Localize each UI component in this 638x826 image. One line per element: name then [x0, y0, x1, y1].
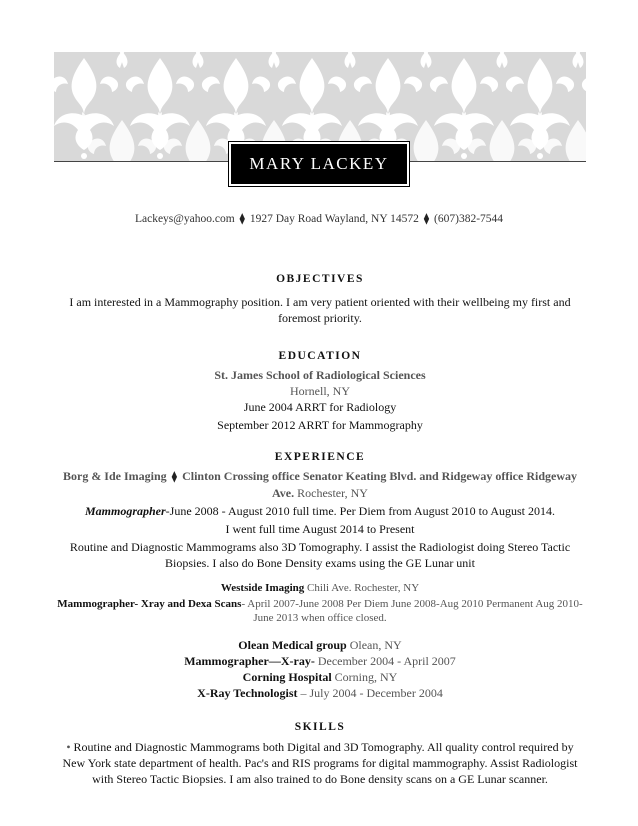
skills-item: [54, 739, 586, 787]
certification-line: September 2012 ARRT for Mammography: [217, 418, 423, 432]
job4-location: Corning, NY: [334, 670, 398, 684]
certification-line: June 2004 ARRT for Radiology: [243, 400, 397, 414]
job2-dates: - April 2007-June 2008 Per Diem June 2008-Aug 2010 Permanent Aug 2010-June 2013 when office closed.: [241, 598, 583, 624]
experience-heading: EXPERIENCE: [274, 451, 366, 463]
resume-body: [54, 271, 586, 787]
diamond-separator-icon: ⧫: [423, 213, 430, 225]
bullet-icon: •: [66, 740, 71, 754]
phone-text: (607)382-7544: [434, 213, 504, 225]
education-heading: EDUCATION: [278, 350, 362, 362]
job1-description: Routine and Diagnostic Mammograms also 3D Tomography. I assist the Radiologist doing Stereo Tactic Biopsies. I also do Bone Density exams using the GE Lunar unit: [69, 540, 571, 570]
job3-employer-line: [54, 637, 586, 653]
contact-line: [0, 212, 638, 225]
job2-title-line: [54, 597, 586, 625]
job1-city: Rochester, NY: [297, 486, 368, 500]
job1-employer-line: [54, 468, 586, 501]
job3-employer: Olean Medical group: [238, 638, 347, 652]
job1-dates2: I went full time August 2014 to Present: [225, 522, 415, 536]
job3-title-line: [54, 653, 586, 669]
job2-employer-line: [54, 581, 586, 595]
job4-title: X-Ray Technologist: [197, 686, 298, 700]
job4-dates: – July 2004 - December 2004: [300, 686, 443, 700]
job3-location: Olean, NY: [349, 638, 402, 652]
skills-text: Routine and Diagnostic Mammograms both Digital and 3D Tomography. All quality control required by New York state department of health. Pac's and RIS programs for digital mammography. Assist Radiologist with Stereo Tactic Biopsies. I am also trained to do Bone density scans on a GE Lunar scanner.: [62, 740, 578, 786]
name-plate: [228, 141, 410, 187]
objectives-text: I am interested in a Mammography position. I am very patient oriented with their wellbeing my first and foremost priority.: [69, 295, 571, 325]
diamond-separator-icon: ⧫: [239, 213, 245, 225]
job2-title: Mammographer- Xray and Dexa Scans: [57, 598, 242, 610]
objectives-heading: OBJECTIVES: [276, 273, 364, 285]
job4-employer-line: [54, 669, 586, 685]
email-text: Lackeys@yahoo.com: [134, 213, 235, 225]
school-location: Hornell, NY: [290, 384, 350, 398]
diamond-separator-icon: ⧫: [171, 471, 178, 483]
job1-dates: -June 2008 - August 2010 full time. Per Diem from August 2010 to August 2014.: [165, 504, 555, 518]
school-name: St. James School of Radiological Sciences: [214, 368, 426, 382]
job1-offices: Clinton Crossing office Senator Keating Blvd. and Ridgeway office Ridgeway Ave.: [182, 469, 577, 500]
skills-heading: SKILLS: [294, 721, 346, 733]
job1-title-line: [54, 503, 586, 519]
person-name: MARY LACKEY: [231, 144, 407, 184]
address-text: 1927 Day Road Wayland, NY 14572: [249, 213, 419, 225]
job3-dates: December 2004 - April 2007: [317, 654, 456, 668]
job4-employer: Corning Hospital: [242, 670, 332, 684]
job1-title: Mammographer: [84, 504, 166, 518]
job3-title: Mammographer—X-ray-: [184, 654, 315, 668]
job2-employer: Westside Imaging: [220, 582, 305, 594]
job4-title-line: [54, 685, 586, 701]
job2-location: Chili Ave. Rochester, NY: [307, 582, 420, 594]
job1-employer: Borg & Ide Imaging: [62, 469, 167, 483]
